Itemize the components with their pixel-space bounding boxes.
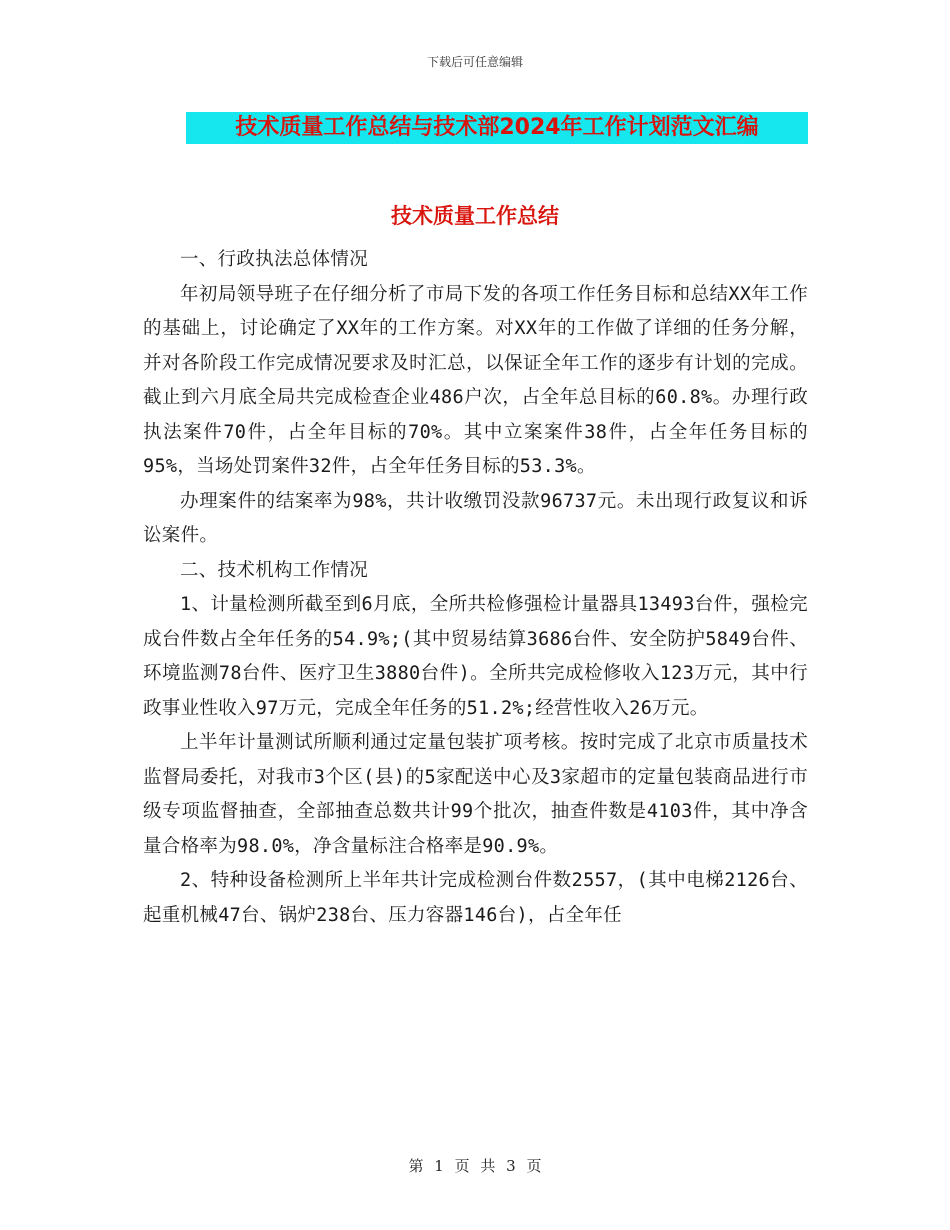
header-note: 下载后可任意编辑 <box>426 55 523 69</box>
heading-paragraph: 一、行政执法总体情况 <box>180 249 369 270</box>
section-title: 技术质量工作总结 <box>391 204 559 228</box>
body-paragraph: 2、特种设备检测所上半年共计完成检测台件数2557，(其中电梯2126台、起重机械47台、锅炉238台、压力容器146台)，占全年任 <box>143 870 808 926</box>
body-paragraph: 年初局领导班子在仔细分析了市局下发的各项工作任务目标和总结XX年工作的基础上，讨论确定了XX年的工作方案。对XX年的工作做了详细的任务分解，并对各阶段工作完成情况要求及时汇总，以保证全年工作的逐步有计划的完成。截止到六月底全局共完成检查企业486户次，占全年总目标的60.8%。办理行政执法案件70件，占全年目标的70%。其中立案案件38件，占全年任务目标的95%，当场处罚案件32件，占全年任务目标的53.3%。 <box>143 283 808 477</box>
document-title-highlight <box>186 112 808 144</box>
page-footer: 第 1 页 共 3 页 <box>408 1157 542 1175</box>
document-body <box>143 243 808 933</box>
body-paragraph: 上半年计量测试所顺利通过定量包装扩项考核。按时完成了北京市质量技术监督局委托，对我市3个区(县)的5家配送中心及3家超市的定量包装商品进行市级专项监督抽查，全部抽查总数共计99个批次，抽查件数是4103件，其中净含量合格率为98.0%，净含量标注合格率是90.9%。 <box>143 732 808 857</box>
document-title: 技术质量工作总结与技术部2024年工作计划范文汇编 <box>235 115 759 140</box>
body-paragraph: 1、计量检测所截至到6月底，全所共检修强检计量器具13493台件，强检完成台件数占全年任务的54.9%;(其中贸易结算3686台件、安全防护5849台件、环境监测78台件、医疗卫生3880台件)。全所共完成检修收入123万元，其中行政事业性收入97万元，完成全年任务的51.2%;经营性收入26万元。 <box>143 594 808 719</box>
heading-paragraph: 二、技术机构工作情况 <box>180 559 369 581</box>
body-paragraph: 办理案件的结案率为98%，共计收缴罚没款96737元。未出现行政复议和诉讼案件。 <box>143 490 808 546</box>
